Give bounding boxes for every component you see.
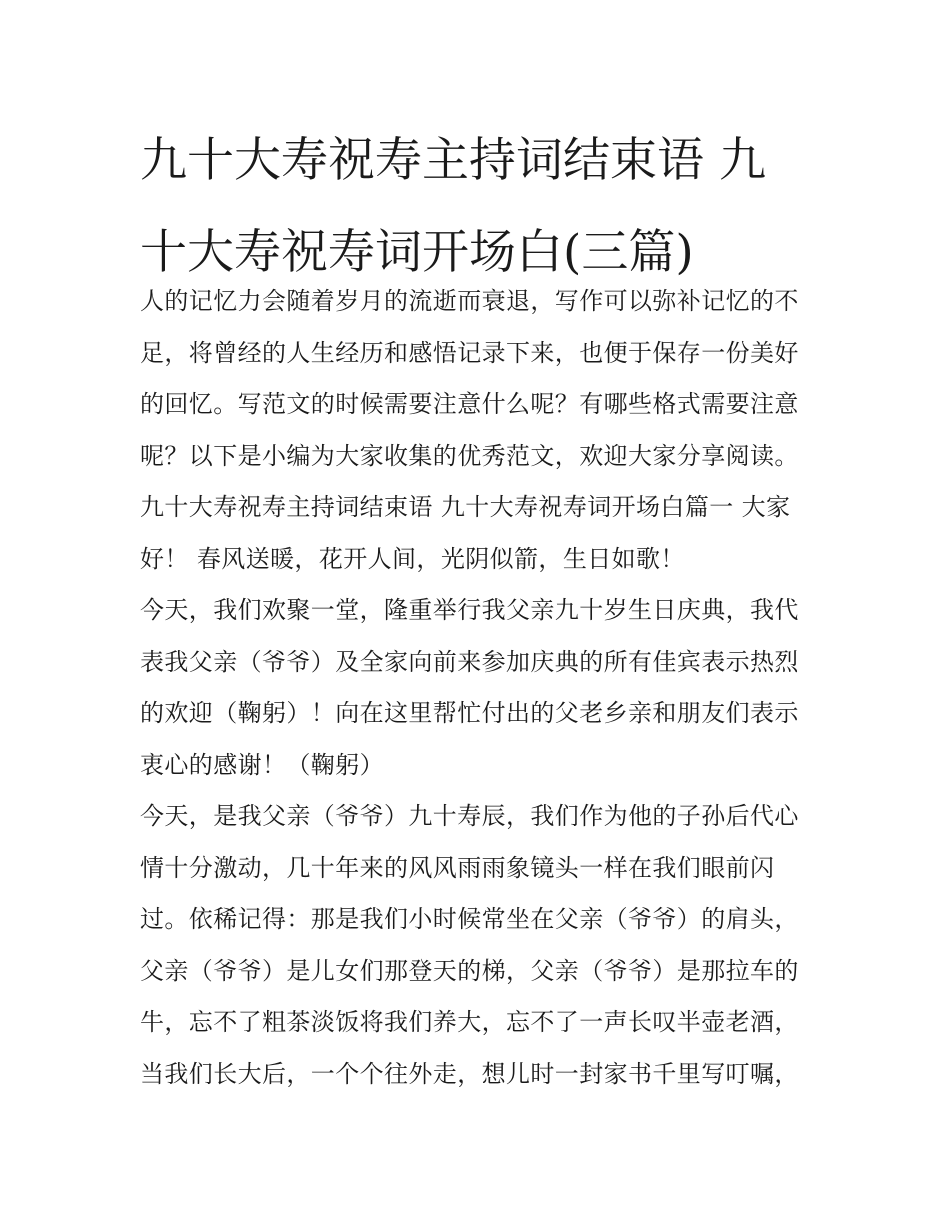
body-line: 九十大寿祝寿主持词结束语 九十大寿祝寿词开场白篇一 大家 <box>140 493 791 521</box>
document-title <box>140 115 820 299</box>
body-line: 呢？以下是小编为大家收集的优秀范文，欢迎大家分享阅读。 <box>140 441 799 470</box>
body-line: 今天，是我父亲（爷爷）九十寿辰，我们作为他的子孙后代心 <box>140 802 799 830</box>
body-line: 当我们长大后，一个个往外走，想儿时一封家书千里写叮嘱， <box>140 1059 799 1088</box>
title-line: 九十大寿祝寿主持词结束语 九 <box>140 133 766 188</box>
body-line: 情十分激动，几十年来的风风雨雨象镜头一样在我们眼前闪 <box>140 853 775 882</box>
body-line: 的回忆。写范文的时候需要注意什么呢？有哪些格式需要注意 <box>140 390 799 418</box>
document-body <box>140 276 820 1100</box>
body-line: 过。依稀记得：那是我们小时候常坐在父亲（爷爷）的肩头， <box>140 905 799 933</box>
body-line: 足，将曾经的人生经历和感悟记录下来，也便于保存一份美好 <box>140 338 799 367</box>
body-line: 好！ 春风送暖，花开人间，光阴似箭，生日如歌！ <box>140 544 685 573</box>
body-line: 父亲（爷爷）是儿女们那登天的梯，父亲（爷爷）是那拉车的 <box>140 956 799 985</box>
body-line: 牛，忘不了粗茶淡饭将我们养大，忘不了一声长叹半壶老酒， <box>140 1008 799 1036</box>
title-line: 十大寿祝寿词开场白(三篇) <box>140 225 694 280</box>
body-line: 的欢迎（鞠躬）！向在这里帮忙付出的父老乡亲和朋友们表示 <box>140 699 799 727</box>
body-line: 今天，我们欢聚一堂，隆重举行我父亲九十岁生日庆典，我代 <box>140 596 799 624</box>
body-line: 衷心的感谢！（鞠躬） <box>140 750 384 779</box>
body-line: 人的记忆力会随着岁月的流逝而衰退，写作可以弥补记忆的不 <box>140 287 799 315</box>
body-line: 表我父亲（爷爷）及全家向前来参加庆典的所有佳宾表示热烈 <box>140 647 799 676</box>
